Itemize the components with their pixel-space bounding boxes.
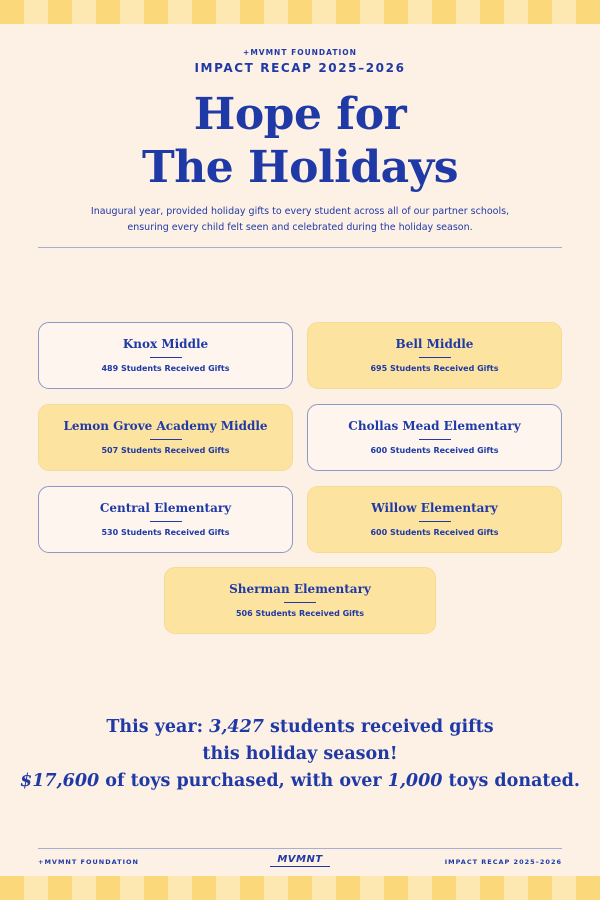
bottom-stripe-border — [0, 876, 600, 900]
card-divider — [150, 439, 182, 440]
students-total: 3,427 — [209, 717, 264, 737]
school-card — [307, 486, 562, 553]
divider-top — [38, 247, 562, 248]
toys-purchased-amount: $17,600 — [20, 771, 100, 791]
school-card — [164, 567, 436, 634]
students-count: 530 Students Received Gifts — [101, 528, 230, 537]
students-count: 489 Students Received Gifts — [101, 364, 230, 373]
footer — [38, 856, 562, 870]
title-line-1: Hope for — [193, 89, 407, 140]
students-count: 695 Students Received Gifts — [370, 364, 499, 373]
summary-text: of toys purchased, with over — [99, 771, 388, 791]
intro-text — [70, 204, 530, 236]
school-name: Central Elementary — [99, 501, 232, 515]
org-name: +MVMNT FOUNDATION — [243, 48, 357, 57]
school-card — [38, 322, 293, 389]
school-card — [307, 404, 562, 471]
recap-label: IMPACT RECAP 2025–2026 — [194, 61, 406, 75]
page-title — [0, 88, 600, 194]
footer-org: +MVMNT FOUNDATION — [38, 858, 139, 866]
summary-text: This year: — [106, 717, 210, 737]
school-card — [38, 404, 293, 471]
students-count: 600 Students Received Gifts — [370, 446, 499, 455]
school-card — [38, 486, 293, 553]
summary-line-1 — [0, 714, 600, 741]
school-name: Chollas Mead Elementary — [348, 419, 521, 433]
top-stripe-border — [0, 0, 600, 24]
school-name: Lemon Grove Academy Middle — [63, 419, 268, 433]
mvmnt-logo: MVMNT — [270, 854, 330, 867]
card-divider — [419, 357, 451, 358]
school-card — [307, 322, 562, 389]
school-name: Bell Middle — [395, 337, 474, 351]
school-name: Willow Elementary — [371, 501, 498, 515]
divider-bottom — [38, 848, 562, 849]
school-name: Sherman Elementary — [229, 582, 371, 596]
intro-line-1: Inaugural year, provided holiday gifts to every student across all of our partner schools, — [90, 206, 510, 217]
students-count: 506 Students Received Gifts — [235, 609, 364, 618]
intro-line-2: ensuring every child felt seen and celebrated during the holiday season. — [127, 222, 473, 233]
summary-text: students received gifts — [263, 717, 494, 737]
card-divider — [150, 357, 182, 358]
toys-donated-count: 1,000 — [387, 771, 443, 791]
summary-statement — [0, 714, 600, 795]
summary-line-2: this holiday season! — [202, 744, 398, 764]
title-line-2: The Holidays — [141, 142, 458, 193]
card-divider — [150, 521, 182, 522]
card-divider — [419, 439, 451, 440]
footer-recap: IMPACT RECAP 2025–2026 — [444, 858, 562, 866]
card-divider — [284, 602, 316, 603]
summary-text: toys donated. — [442, 771, 580, 791]
students-count: 600 Students Received Gifts — [370, 528, 499, 537]
card-divider — [419, 521, 451, 522]
school-name: Knox Middle — [122, 337, 209, 351]
students-count: 507 Students Received Gifts — [101, 446, 230, 455]
summary-line-3 — [0, 768, 600, 795]
header — [0, 48, 600, 236]
